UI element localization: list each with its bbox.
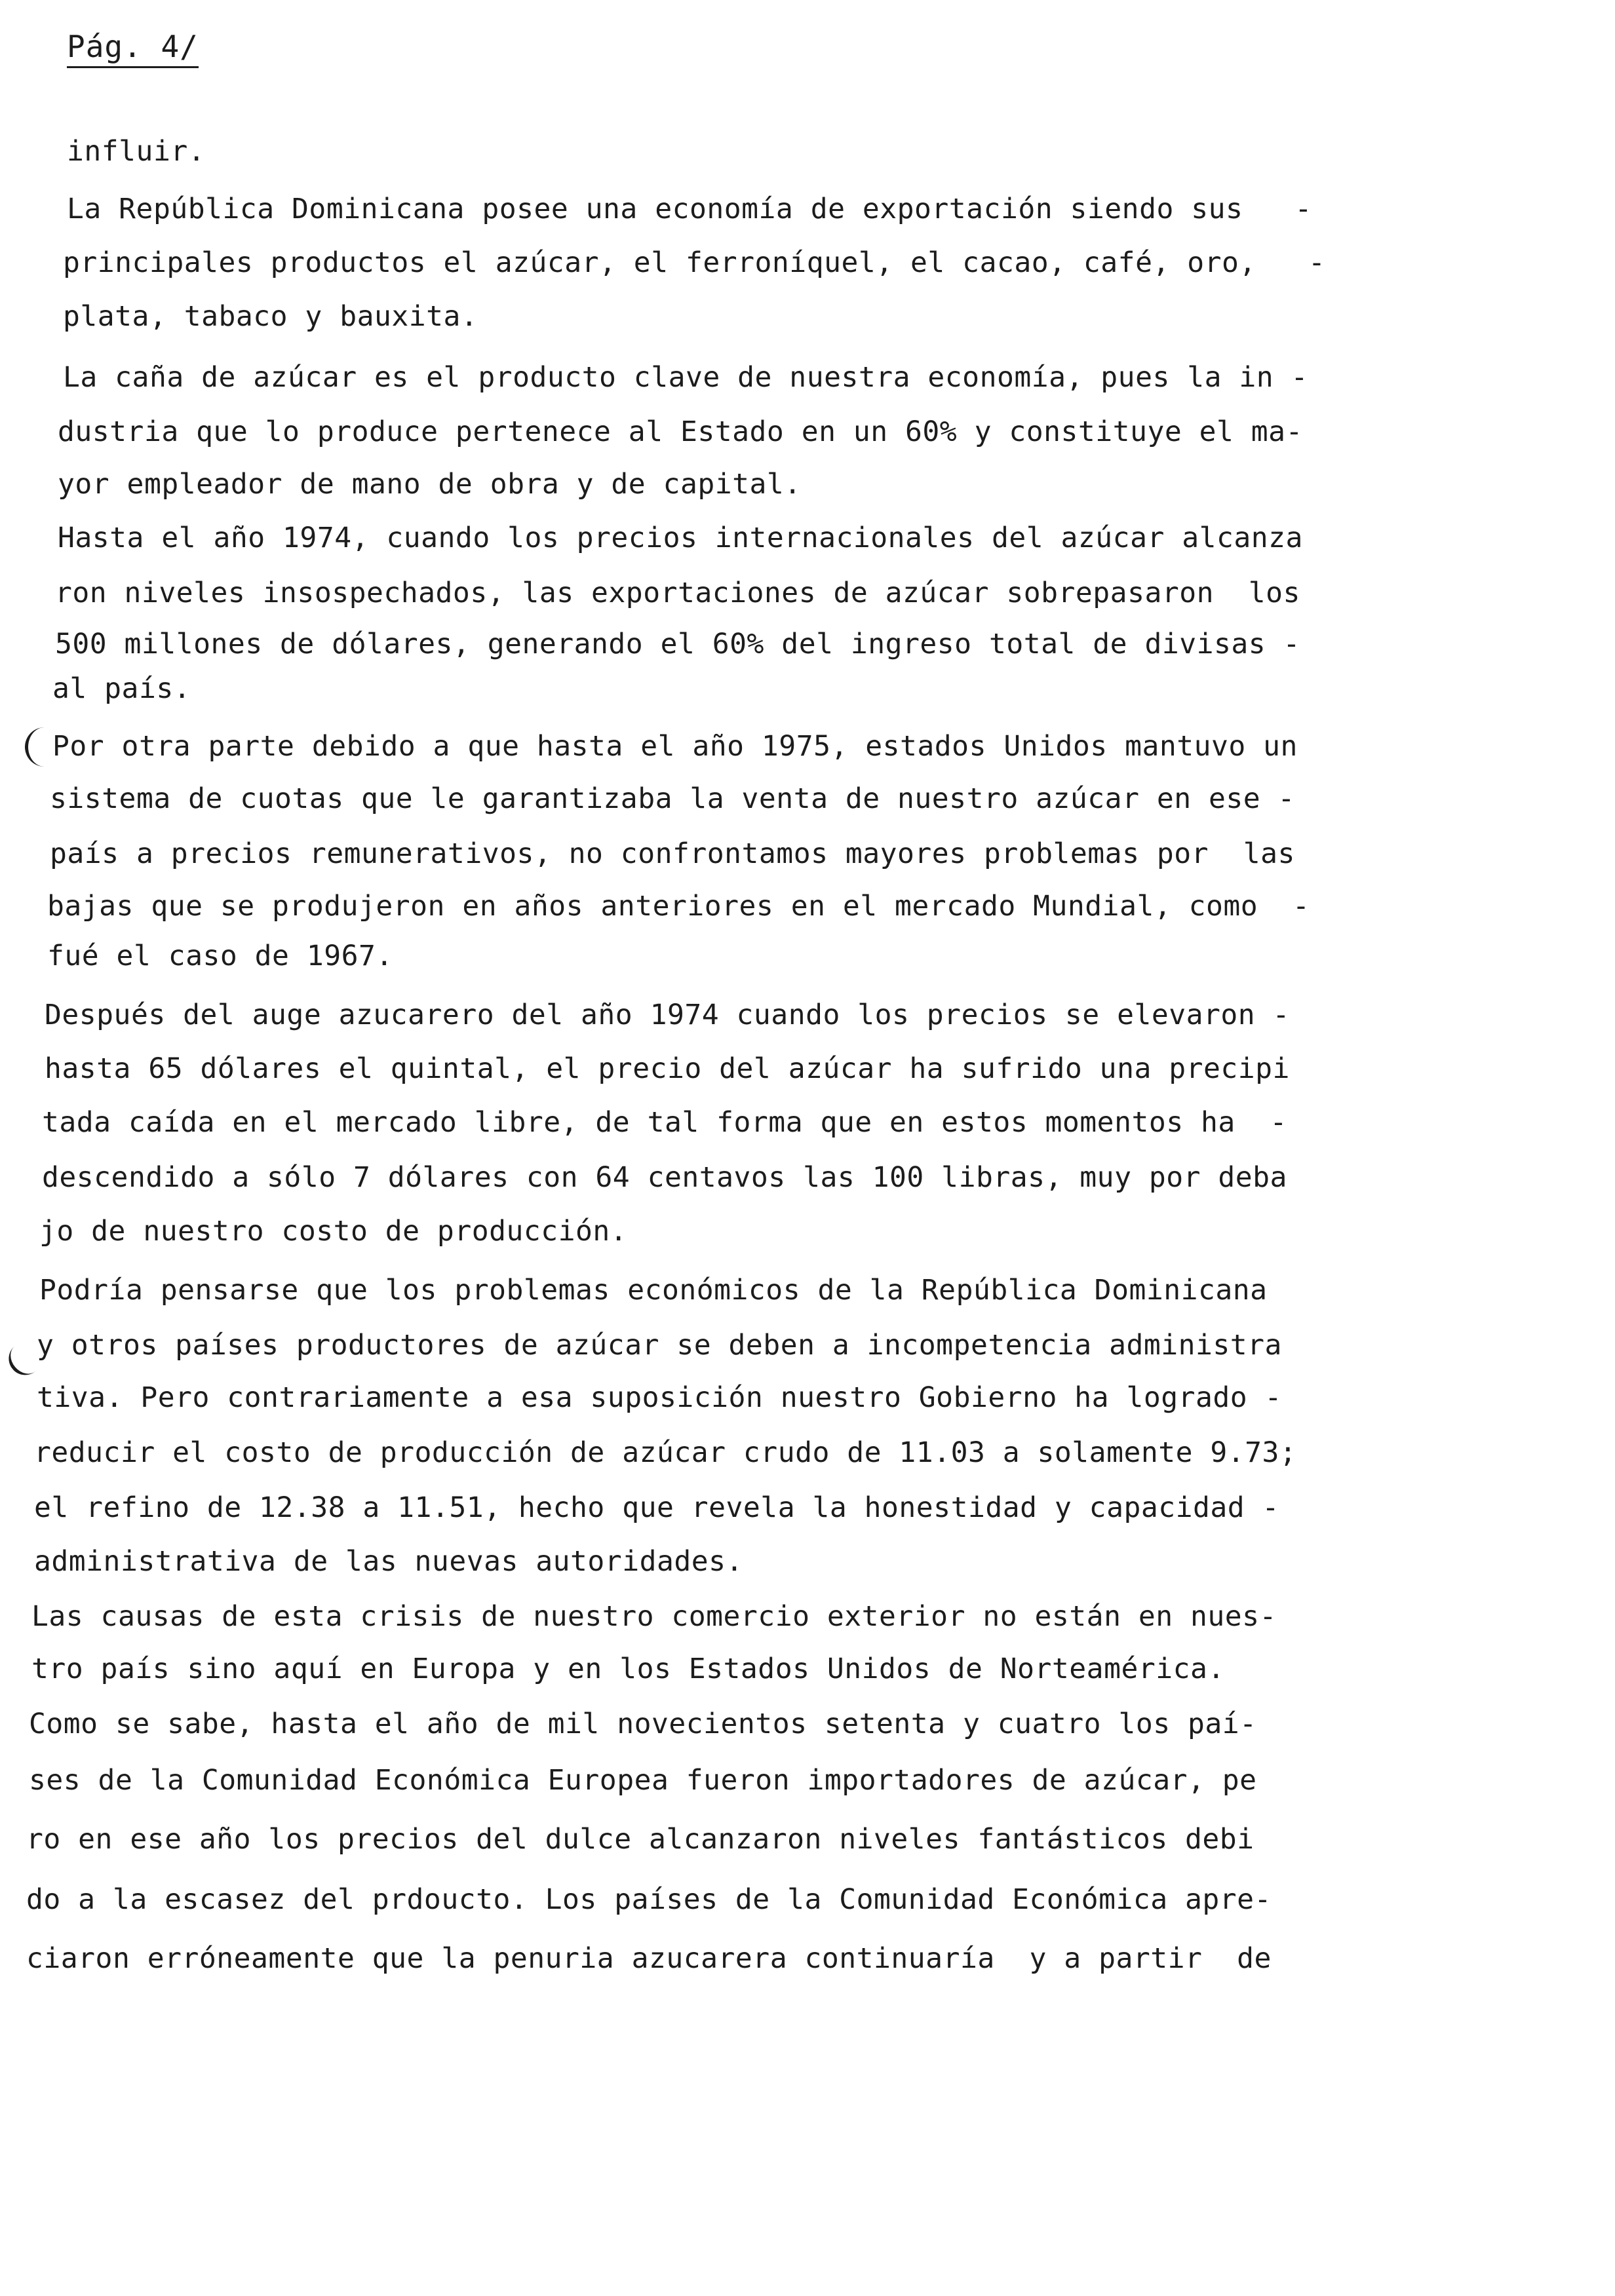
text-line: ro en ese año los precios del dulce alcanzaron niveles fantásticos debi: [26, 1823, 1255, 1856]
text-line: principales productos el azúcar, el ferroníquel, el cacao, café, oro, -: [63, 246, 1326, 279]
text-line: y otros países productores de azúcar se deben a incompetencia administra: [37, 1329, 1282, 1362]
text-line: La caña de azúcar es el producto clave de nuestra economía, pues la in -: [63, 361, 1308, 394]
text-line: ses de la Comunidad Económica Europea fueron importadores de azúcar, pe: [29, 1764, 1257, 1797]
text-line: ron niveles insospechados, las exportaciones de azúcar sobrepasaron los: [55, 577, 1300, 609]
text-line: bajas que se produjeron en años anteriores en el mercado Mundial, como -: [47, 890, 1310, 923]
text-line: sistema de cuotas que le garantizaba la venta de nuestro azúcar en ese -: [50, 782, 1295, 815]
text-line: tro país sino aquí en Europa y en los Estados Unidos de Norteamérica.: [31, 1653, 1225, 1685]
text-line: influir.: [67, 135, 206, 168]
text-line: al país.: [52, 672, 191, 705]
text-line: descendido a sólo 7 dólares con 64 centavos las 100 libras, muy por deba: [42, 1161, 1287, 1194]
text-line: do a la escasez del prdoucto. Los países de la Comunidad Económica apre-: [26, 1883, 1272, 1916]
page-number-header: Pág. 4/: [67, 30, 199, 68]
text-line: Hasta el año 1974, cuando los precios internacionales del azúcar alcanza: [58, 522, 1303, 554]
text-line: hasta 65 dólares el quintal, el precio del azúcar ha sufrido una precipi: [45, 1052, 1290, 1085]
text-line: fué el caso de 1967.: [47, 940, 393, 972]
text-line: Por otra parte debido a que hasta el año 1975, estados Unidos mantuvo un: [52, 730, 1298, 763]
text-line: dustria que lo produce pertenece al Estado en un 60% y constituye el ma-: [58, 415, 1303, 448]
handwritten-margin-bracket: [25, 727, 54, 767]
text-line: tada caída en el mercado libre, de tal forma que en estos momentos ha -: [42, 1106, 1287, 1139]
text-line: Las causas de esta crisis de nuestro comercio exterior no están en nues-: [31, 1600, 1277, 1633]
text-line: plata, tabaco y bauxita.: [63, 300, 478, 333]
text-line: 500 millones de dólares, generando el 60% del ingreso total de divisas -: [55, 628, 1300, 660]
text-line: yor empleador de mano de obra y de capital.: [58, 468, 802, 501]
text-line: reducir el costo de producción de azúcar crudo de 11.03 a solamente 9.73;: [34, 1436, 1297, 1469]
text-line: tiva. Pero contrariamente a esa suposición nuestro Gobierno ha logrado -: [37, 1381, 1282, 1414]
text-line: ciaron erróneamente que la penuria azucarera continuaría y a partir de: [26, 1942, 1272, 1975]
text-line: jo de nuestro costo de producción.: [39, 1215, 628, 1248]
text-line: país a precios remunerativos, no confrontamos mayores problemas por las: [50, 837, 1295, 870]
text-line: Podría pensarse que los problemas económicos de la República Dominicana: [39, 1274, 1268, 1307]
text-line: Después del auge azucarero del año 1974 cuando los precios se elevaron -: [45, 999, 1290, 1031]
text-line: administrativa de las nuevas autoridades.: [34, 1545, 743, 1578]
text-line: Como se sabe, hasta el año de mil novecientos setenta y cuatro los paí-: [29, 1708, 1257, 1740]
text-line: el refino de 12.38 a 11.51, hecho que revela la honestidad y capacidad -: [34, 1491, 1279, 1524]
text-line: La República Dominicana posee una economía de exportación siendo sus -: [67, 193, 1312, 225]
